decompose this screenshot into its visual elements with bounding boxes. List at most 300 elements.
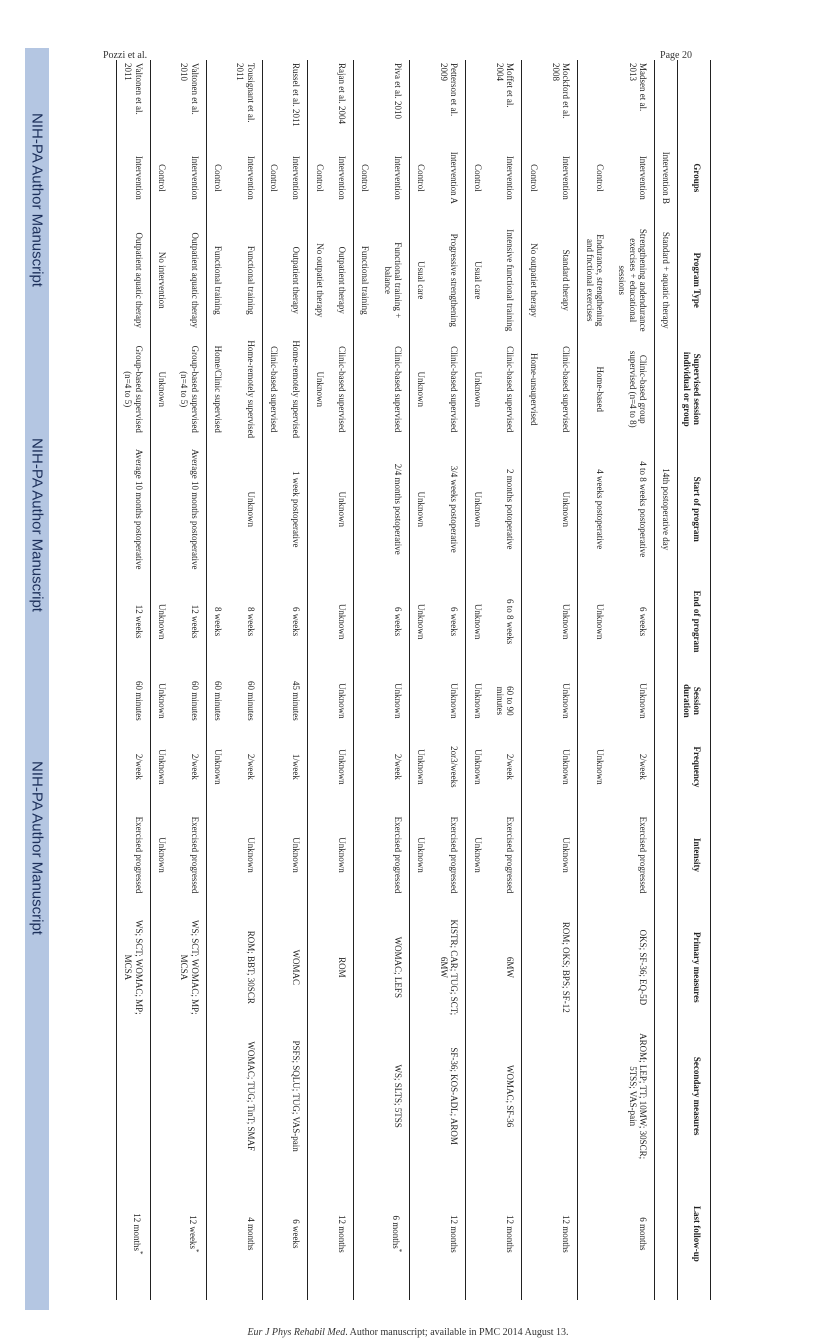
table-cell-intensity (545, 800, 578, 910)
cell-text: WS; SCT; WOMAC; MP; MCSA (179, 920, 200, 1015)
cell-text: Moffet et al. 2004 (494, 63, 516, 108)
table-row (489, 60, 522, 1300)
cell-text: PSFS; SQLU; TUG; VAS-pain (291, 1040, 302, 1152)
cell-text: Unknown (245, 837, 256, 873)
table-cell-frequency (466, 734, 489, 800)
cell-text: Exercised progressed (189, 816, 200, 894)
table-cell-study (117, 60, 151, 130)
table-cell-study (578, 60, 611, 130)
table-cell-frequency (354, 734, 377, 800)
cell-text: Group-based supervised (n=4 to 5) (179, 345, 200, 433)
table-cell-group (410, 130, 433, 225)
cell-text: 12 months (561, 1214, 572, 1253)
cell-text: Outpatient therapy (337, 246, 348, 314)
table-cell-group (117, 130, 151, 225)
cell-text: OKS; SF-36; EQ-5D (637, 929, 648, 1006)
table-cell-end (331, 575, 354, 668)
cell-text: 6 weeks (291, 606, 302, 637)
cell-text: No intervention (157, 251, 168, 309)
table-cell-start (285, 443, 308, 575)
table-cell-end (285, 575, 308, 668)
study-table (116, 60, 711, 1300)
cell-text: 4 weeks postoperative (594, 469, 605, 550)
cell-text: 2/week (189, 753, 200, 780)
footnote-marker: * (395, 1248, 404, 1253)
table-cell-program (578, 225, 611, 335)
table-row (611, 60, 655, 1300)
column-header: Start of program (678, 443, 711, 575)
table-cell-start (173, 443, 206, 575)
table-cell-supervised (654, 335, 677, 443)
table-row (578, 60, 611, 1300)
table-cell-intensity (173, 800, 206, 910)
footer-journal: Eur J Phys Rehabil Med (247, 1327, 346, 1338)
column-header (678, 60, 711, 130)
table-cell-intensity (262, 800, 285, 910)
table-cell-program (611, 225, 655, 335)
cell-text: Unknown (157, 603, 168, 640)
table-cell-primary (433, 910, 466, 1025)
table-cell-frequency (545, 734, 578, 800)
cell-text: Unknown (472, 491, 483, 527)
cell-text: ROM (337, 957, 348, 978)
cell-text: 14th postoperative day (661, 468, 672, 551)
table-cell-program (466, 225, 489, 335)
table-cell-followup (173, 1168, 206, 1300)
table-cell-group (466, 130, 489, 225)
table-cell-secondary (150, 1025, 173, 1168)
cell-text: Usual care (472, 261, 483, 300)
table-cell-group (578, 130, 611, 225)
table-cell-end (229, 575, 262, 668)
table-cell-end (150, 575, 173, 668)
table-cell-duration (433, 668, 466, 734)
cell-text: 6 weeks (393, 606, 404, 637)
cell-text: Unknown (416, 371, 427, 407)
table-cell-supervised (354, 335, 377, 443)
table-cell-secondary (545, 1025, 578, 1168)
table-cell-duration (331, 668, 354, 734)
table-cell-primary (262, 910, 285, 1025)
table-cell-group (489, 130, 522, 225)
cell-text: 4 to 8 weeks postoperative (637, 461, 648, 558)
table-row (117, 60, 151, 1300)
table-cell-study (466, 60, 489, 130)
table-cell-frequency (611, 734, 655, 800)
table-cell-primary (117, 910, 151, 1025)
cell-text: Clinic-based supervised (393, 346, 404, 433)
cell-text: Unknown (416, 837, 427, 873)
table-cell-frequency (308, 734, 331, 800)
table-cell-intensity (308, 800, 331, 910)
table-cell-intensity (229, 800, 262, 910)
table-cell-frequency (229, 734, 262, 800)
cell-text: Unknown (213, 749, 224, 785)
table-cell-duration (285, 668, 308, 734)
table-cell-intensity (285, 800, 308, 910)
cell-text: Functional training + balance (382, 242, 404, 319)
table-cell-program (489, 225, 522, 335)
table-cell-start (410, 443, 433, 575)
cell-text: 1/week (291, 753, 302, 780)
table-cell-followup (466, 1168, 489, 1300)
cell-text: 12 weeks (187, 1215, 198, 1249)
cell-text: Intervention A (449, 151, 460, 204)
cell-text: Control (416, 164, 427, 192)
table-row (285, 60, 308, 1300)
table-cell-study (433, 60, 466, 130)
table-cell-duration (173, 668, 206, 734)
table-cell-duration (117, 668, 151, 734)
table-cell-group (354, 130, 377, 225)
table-cell-primary (308, 910, 331, 1025)
table-cell-supervised (229, 335, 262, 443)
table-cell-end (654, 575, 677, 668)
cell-text: Intervention (505, 155, 516, 200)
table-cell-frequency (173, 734, 206, 800)
table-cell-secondary (466, 1025, 489, 1168)
table-cell-frequency (285, 734, 308, 800)
cell-text: 8 weeks (213, 606, 224, 637)
table-cell-frequency (578, 734, 611, 800)
table-cell-study (489, 60, 522, 130)
table-cell-followup (433, 1168, 466, 1300)
table-row (150, 60, 173, 1300)
table-cell-program (206, 225, 229, 335)
table-cell-primary (206, 910, 229, 1025)
table-cell-supervised (308, 335, 331, 443)
table-cell-start (578, 443, 611, 575)
cell-text: Unknown (314, 371, 325, 407)
cell-text: Clinic-based supervised (505, 346, 516, 433)
cell-text: Exercised progressed (133, 816, 144, 894)
cell-text: Unknown (393, 683, 404, 719)
table-cell-study (173, 60, 206, 130)
table-cell-supervised (611, 335, 655, 443)
table-cell-start (433, 443, 466, 575)
cell-text: Endurance, strengthening and fnctional exercises (584, 234, 605, 327)
cell-text: Unknown (337, 749, 348, 785)
cell-text: 2 months potoperative (505, 469, 516, 550)
table-cell-intensity (354, 800, 377, 910)
table-cell-program (150, 225, 173, 335)
cell-text: Clinic-based supervised (561, 346, 572, 433)
table-cell-group (308, 130, 331, 225)
cell-text: Functional training (213, 245, 224, 315)
cell-text: Unknown (157, 837, 168, 873)
table-cell-program (308, 225, 331, 335)
table-cell-secondary (654, 1025, 677, 1168)
table-cell-intensity (331, 800, 354, 910)
table-cell-followup (117, 1168, 151, 1300)
table-cell-frequency (522, 734, 545, 800)
table-cell-frequency (206, 734, 229, 800)
cell-text: Unknown (157, 749, 168, 785)
column-header: Program Type (678, 225, 711, 335)
table-cell-end (545, 575, 578, 668)
table-cell-program (376, 225, 409, 335)
table-cell-study (262, 60, 285, 130)
table-cell-followup (354, 1168, 377, 1300)
cell-text: Group-based supervised (n=4 to 5) (123, 345, 144, 433)
cell-text: No outpatiet therapy (314, 243, 325, 318)
table-cell-intensity (466, 800, 489, 910)
table-cell-secondary (376, 1025, 409, 1168)
watermark-2: NIH-PA Author Manuscript (28, 438, 46, 612)
table-cell-duration (578, 668, 611, 734)
cell-text: 60 minutes (189, 680, 200, 721)
table-cell-program (522, 225, 545, 335)
cell-text: KISTR; CAR; TUG; SCT; 6MW (438, 919, 460, 1016)
table-cell-secondary (173, 1025, 206, 1168)
table-cell-supervised (410, 335, 433, 443)
table-cell-program (410, 225, 433, 335)
cell-text: WOMAC; TUG; TinT; SMAF (245, 1041, 256, 1151)
table-cell-end (466, 575, 489, 668)
table-cell-start (654, 443, 677, 575)
table-cell-duration (611, 668, 655, 734)
cell-text: Unknown (594, 603, 605, 640)
cell-text: Tousignant et al. 2011 (235, 63, 256, 123)
table-cell-primary (489, 910, 522, 1025)
cell-text: Intervention (291, 155, 302, 200)
cell-text: Unknown (157, 683, 168, 719)
cell-text: Control (472, 164, 483, 192)
table-cell-secondary (522, 1025, 545, 1168)
table-cell-study (410, 60, 433, 130)
table-cell-program (545, 225, 578, 335)
table-cell-end (611, 575, 655, 668)
table-row (410, 60, 433, 1300)
table-cell-supervised (545, 335, 578, 443)
table-cell-study (654, 60, 677, 130)
cell-text: Exercised progressed (505, 816, 516, 894)
table-cell-intensity (611, 800, 655, 910)
table-cell-primary (654, 910, 677, 1025)
table-cell-duration (654, 668, 677, 734)
table-cell-followup (150, 1168, 173, 1300)
cell-text: Intervention (337, 155, 348, 200)
table-cell-duration (206, 668, 229, 734)
header-author: Pozzi et al. (103, 50, 148, 61)
cell-text: Standard therapy (561, 249, 572, 311)
watermark-1: NIH-PA Author Manuscript (28, 113, 46, 287)
cell-text: Outpatient aquatic therapy (189, 232, 200, 328)
cell-text: Average 10 months postoperative (133, 448, 144, 570)
table-cell-group (331, 130, 354, 225)
cell-text: SF-36; KOS-ADL; AROM (449, 1047, 460, 1145)
table-row (173, 60, 206, 1300)
table-cell-secondary (285, 1025, 308, 1168)
table-cell-duration (466, 668, 489, 734)
table-cell-intensity (489, 800, 522, 910)
cell-text: Home/Clinic supervised (213, 345, 224, 433)
table-cell-duration (308, 668, 331, 734)
table-cell-frequency (489, 734, 522, 800)
cell-text: 4 months (245, 1217, 256, 1251)
table-cell-primary (545, 910, 578, 1025)
table-cell-study (150, 60, 173, 130)
cell-text: 12 weeks (133, 604, 144, 639)
cell-text: Average 10 months postoperative (189, 448, 200, 570)
table-cell-intensity (578, 800, 611, 910)
cell-text: Unknown (416, 749, 427, 785)
cell-text: Usual care (416, 261, 427, 300)
cell-text: Intervention B (661, 151, 672, 204)
cell-text: Unknown (472, 837, 483, 873)
cell-text: WOMAC; LEFS (393, 936, 404, 998)
table-cell-program (229, 225, 262, 335)
footer-text: . Author manuscript; available in PMC 2014 August 13. (345, 1327, 569, 1338)
cell-text: 12 months (449, 1214, 460, 1253)
table-cell-primary (229, 910, 262, 1025)
watermark-3: NIH-PA Author Manuscript (28, 761, 46, 935)
cell-text: ROM; BBT; 30SCR (245, 930, 256, 1004)
table-cell-duration (522, 668, 545, 734)
cell-text: Intervention (393, 155, 404, 200)
cell-text: 2/week (637, 753, 648, 780)
table-cell-supervised (522, 335, 545, 443)
cell-text: No outpatiet therapy (528, 243, 539, 318)
cell-text: Unknown (472, 683, 483, 719)
column-header: Secondary measures (678, 1025, 711, 1168)
table-cell-end (522, 575, 545, 668)
table-cell-study (308, 60, 331, 130)
cell-text: Unknown (472, 371, 483, 407)
column-header: Groups (678, 130, 711, 225)
cell-text: Unknown (337, 837, 348, 873)
cell-text: Control (314, 164, 325, 192)
cell-text: 2/week (393, 753, 404, 780)
table-cell-followup (229, 1168, 262, 1300)
cell-text: Outpatient aquatic therapy (133, 232, 144, 328)
table-cell-followup (376, 1168, 409, 1300)
cell-text: Standard + aquatic therapy (661, 231, 672, 329)
table-cell-primary (354, 910, 377, 1025)
cell-text: 2/4 months postoperative (393, 463, 404, 555)
cell-text: Control (528, 164, 539, 192)
table-cell-start (331, 443, 354, 575)
table-cell-group (150, 130, 173, 225)
table-cell-secondary (331, 1025, 354, 1168)
table-cell-intensity (376, 800, 409, 910)
table-row (522, 60, 545, 1300)
cell-text: Home-unsupervised (528, 352, 539, 426)
table-cell-frequency (331, 734, 354, 800)
table-cell-end (206, 575, 229, 668)
table-row (545, 60, 578, 1300)
table-cell-followup (611, 1168, 655, 1300)
cell-text: 1 week postoperative (291, 471, 302, 548)
table-cell-duration (262, 668, 285, 734)
table-cell-study (354, 60, 377, 130)
cell-text: WOMAC (291, 949, 302, 986)
cell-text: Unknown (637, 683, 648, 719)
cell-text: 8 weeks (245, 606, 256, 637)
table-cell-supervised (489, 335, 522, 443)
table-cell-end (262, 575, 285, 668)
table-cell-secondary (229, 1025, 262, 1168)
table-cell-end (410, 575, 433, 668)
cell-text: Unknown (594, 749, 605, 785)
cell-text: 6MW (505, 956, 516, 978)
footnote-marker: * (135, 1251, 144, 1255)
footnote-marker: * (191, 1248, 200, 1253)
table-cell-program (173, 225, 206, 335)
cell-text: Home-based (594, 366, 605, 412)
table-row (229, 60, 262, 1300)
cell-text: Unknown (472, 749, 483, 785)
table-cell-intensity (433, 800, 466, 910)
table-cell-start (229, 443, 262, 575)
table-cell-end (354, 575, 377, 668)
table-row (466, 60, 489, 1300)
table-cell-supervised (578, 335, 611, 443)
table-cell-secondary (308, 1025, 331, 1168)
cell-text: Unknown (337, 603, 348, 640)
cell-text: Clinic-based supervised (337, 346, 348, 433)
table-cell-primary (285, 910, 308, 1025)
table-cell-followup (489, 1168, 522, 1300)
cell-text: Exercised progressed (393, 816, 404, 894)
table-cell-end (489, 575, 522, 668)
cell-text: 60 minutes (213, 680, 224, 721)
cell-text: Home-remotely supervised (291, 340, 302, 439)
cell-text: Unknown (337, 683, 348, 719)
cell-text: Unknown (416, 603, 427, 640)
table-cell-primary (466, 910, 489, 1025)
table-cell-study (229, 60, 262, 130)
cell-text: Unknown (561, 749, 572, 785)
cell-text: Unknown (561, 603, 572, 640)
table-cell-start (545, 443, 578, 575)
cell-text: Unknown (561, 837, 572, 873)
table-cell-group (433, 130, 466, 225)
table-cell-secondary (206, 1025, 229, 1168)
table-cell-frequency (433, 734, 466, 800)
cell-text: WOMAC; SF-36 (505, 1065, 516, 1128)
table-cell-end (117, 575, 151, 668)
table-cell-followup (545, 1168, 578, 1300)
table-cell-supervised (285, 335, 308, 443)
table-cell-group (376, 130, 409, 225)
table-cell-end (578, 575, 611, 668)
table-cell-duration (229, 668, 262, 734)
cell-text: WS; SLTS; 5TSS (393, 1064, 404, 1128)
table-cell-start (611, 443, 655, 575)
table-cell-supervised (376, 335, 409, 443)
table-cell-frequency (654, 734, 677, 800)
cell-text: 2/week (133, 753, 144, 780)
table-cell-secondary (611, 1025, 655, 1168)
cell-text: Control (360, 164, 371, 192)
table-cell-followup (654, 1168, 677, 1300)
table-cell-supervised (433, 335, 466, 443)
table-cell-program (433, 225, 466, 335)
table-cell-group (654, 130, 677, 225)
table-row (376, 60, 409, 1300)
table-cell-followup (262, 1168, 285, 1300)
table-cell-group (611, 130, 655, 225)
cell-text: Exercised progressed (637, 816, 648, 894)
table-cell-group (285, 130, 308, 225)
cell-text: Unknown (337, 491, 348, 527)
table-cell-primary (611, 910, 655, 1025)
table-cell-frequency (117, 734, 151, 800)
cell-text: Progressive strengthening (449, 233, 460, 327)
cell-text: 6 weeks (449, 606, 460, 637)
table-cell-program (331, 225, 354, 335)
